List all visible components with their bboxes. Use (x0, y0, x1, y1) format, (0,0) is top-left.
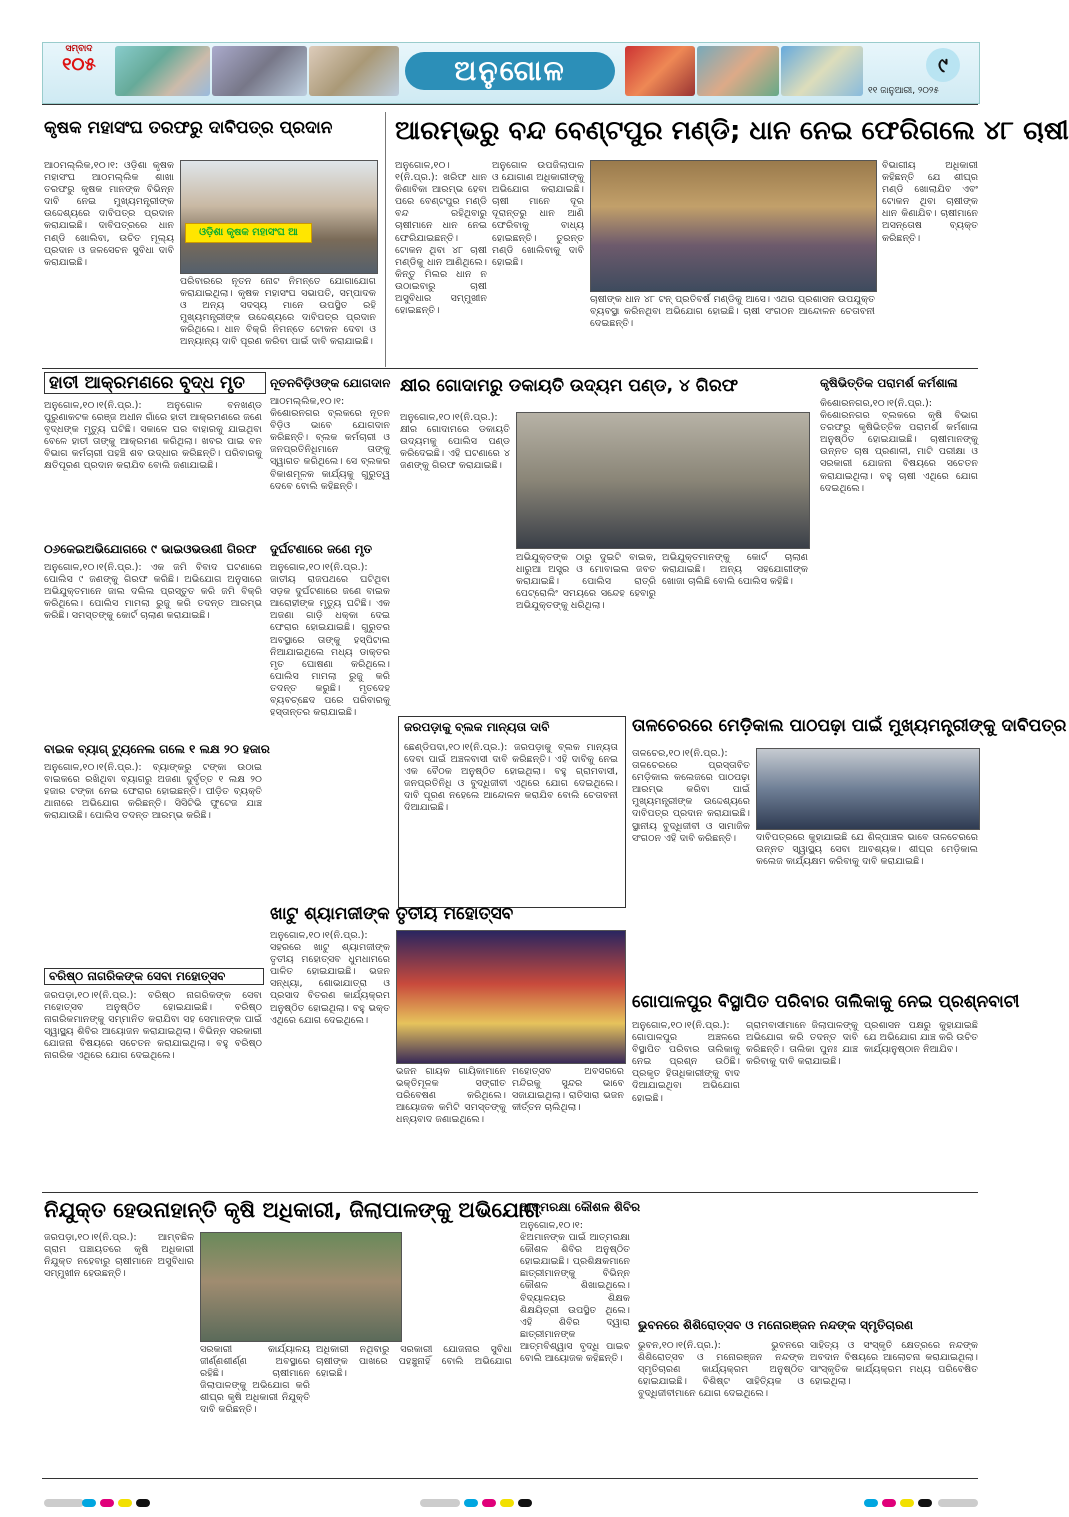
story15-body3: ଅଧିକାରୀ ନଥିବାରୁ ସରକାରୀ ଯୋଜନାର ସୁବିଧା ଚାଷୀଙ୍କ ପାଖରେ ପହଞ୍ଚୁନାହିଁ ବୋଲି ଅଭିଯୋଗ ହୋଇଛି। (316, 1344, 512, 1380)
story1-lead: ଆଠମଲ୍ଲିକ,୧୦।୧: ଓଡ଼ିଶା କୃଷକ ମହାସଂଘ ଆଠମଲ୍ଲିକ ଶାଖା ତରଫରୁ କୃଷକ ମାନଙ୍କ ବିଭିନ୍ନ ଦାବି ନେଇ ମୁଖ୍ୟମନ୍ତ୍ରୀଙ୍କ ଉଦ୍ଦେଶ୍ୟରେ ଦାବିପତ୍ର ପ୍ରଦାନ କରାଯାଇଛି। ଦାବିପତ୍ରରେ ଧାନ ମଣ୍ଡି ଖୋଲିବା, ଉଚିତ ମୂଲ୍ୟ ପ୍ରଦାନ ଓ ଜଳସେଚନ ସୁବିଧା ଦାବି କରାଯାଇଛି। (44, 160, 174, 268)
page-number: ୯ (926, 48, 960, 82)
masthead-photo-1 (115, 46, 210, 96)
story2-photo (590, 160, 877, 292)
story1-headline: କୃଷକ ମହାସଂଘ ତରଫରୁ ଦାବିପତ୍ର ପ୍ରଦାନ (44, 118, 333, 138)
story12-body3: ମହୋତ୍ସବ ଅବସରରେ ମନ୍ଦିରକୁ ସୁନ୍ଦର ଭାବେ ସଜାଯାଇଥିଲା। ରାତିସାରା ଭଜନ କୀର୍ତ୍ତନ ଚାଲିଥିଲା। (512, 1066, 624, 1114)
story16-headline: ଆତ୍ମରକ୍ଷା କୌଶଳ ଶିବିର (520, 1200, 641, 1214)
story2-body3: ଚାଷୀଙ୍କ ଧାନ ୪୮ ଟନ୍ ପ୍ରତିବର୍ଷ ମଣ୍ଡିକୁ ଆସେ। ଏଥର ପ୍ରଶାସନ ଉପଯୁକ୍ତ ବ୍ୟବସ୍ଥା କରିନଥିବା ଅଭିଯୋଗ ହୋଇଛି। ଚାଷୀ ସଂଗଠନ ଆନ୍ଦୋଳନ ଚେତାବନୀ ଦେଇଛନ୍ତି। (590, 294, 875, 330)
section-rule (42, 368, 978, 369)
story2-headline: ଆରମ୍ଭରୁ ବନ୍ଦ ବେଣ୍ଟପୁର ମଣ୍ଡି; ଧାନ ନେଇ ଫେରିଗଲେ ୪୮ ଚାଷୀ (395, 116, 1069, 146)
story13-headline: ବରିଷ୍ଠ ନାଗରିକଙ୍କ ସେବା ମହୋତ୍ସବ (44, 968, 264, 985)
story1-body: ପରିବାରରେ ନୂତନ ନୋଟ ନିମନ୍ତେ ଯୋଗାଯୋଗ କରାଯାଇଥିଲା। କୃଷକ ମହାସଂଘ ସଭାପତି, ସମ୍ପାଦକ ଓ ଅନ୍ୟ ସଦସ୍ୟ ମାନେ ଉପସ୍ଥିତ ରହି ମୁଖ୍ୟମନ୍ତ୍ରୀଙ୍କ ଉଦ୍ଦେଶ୍ୟରେ ଦାବିପତ୍ର ପ୍ରଦାନ କରିଥିଲେ। ଧାନ ବିକ୍ରି ନିମନ୍ତେ ଟୋକନ ଦେବା ଓ ଅନ୍ୟାନ୍ୟ ଦାବି ପୂରଣ କରିବା ପାଇଁ ଦାବି କରାଯାଇଛି। (180, 276, 376, 348)
logo-caption: ସମ୍ବାଦ (65, 44, 93, 54)
registration-bar-right (938, 1492, 978, 1511)
color-dots-left (80, 1492, 152, 1511)
issue-date: ୧୧ ଜାନୁଆରୀ, ୨୦୨୫ (868, 86, 940, 96)
story12-headline: ଖାଟୁ ଶ୍ୟାମଜୀଙ୍କ ତୃତୀୟ ମହୋତ୍ସବ (270, 904, 514, 924)
masthead-rule (42, 104, 978, 105)
section-title: ଅନୁଗୋଳ (405, 52, 615, 90)
story14-body1: ଅନୁଗୋଳ,୧୦।୧(ନି.ପ୍ର.): ଗୋପାଳପୁର ଅଞ୍ଚଳରେ ବିସ୍ଥାପିତ ପରିବାର ତାଲିକାକୁ ନେଇ ପ୍ରଶ୍ନ ଉଠିଛି। ପ୍ରକୃତ ହିତାଧିକାରୀଙ୍କୁ ବାଦ ଦିଆଯାଇଥିବା ଅଭିଯୋଗ ହୋଇଛି। (632, 1020, 740, 1104)
column-divider (385, 112, 386, 367)
story15-body1: ଜରପଡ଼ା,୧୦।୧(ନି.ପ୍ର.): ଆମ୍ବଛିଳ ଗ୍ରାମ ପଞ୍ଚାୟତରେ କୃଷି ଅଧିକାରୀ ନିଯୁକ୍ତ ନହେବାରୁ ଚାଷୀମାନେ ଅସୁବିଧାର ସମ୍ମୁଖୀନ ହେଉଛନ୍ତି। (44, 1232, 194, 1280)
registration-bar-center (420, 1492, 460, 1511)
story1-photo (180, 160, 378, 274)
story12-photo (396, 930, 626, 1064)
color-dots-center (462, 1492, 534, 1511)
story6-body: କିଶୋରନଗର,୧୦।୧(ନି.ପ୍ର.): କିଶୋରନଗର ବ୍ଲକରେ କୃଷି ବିଭାଗ ତରଫରୁ କୃଷିଭିତ୍ତିକ ପରାମର୍ଶ କର୍ମଶାଳା ଅନୁଷ୍ଠିତ ହୋଇଯାଇଛି। ଚାଷୀମାନଙ୍କୁ ଉନ୍ନତ ଚାଷ ପ୍ରଣାଳୀ, ମାଟି ପରୀକ୍ଷା ଓ ସରକାରୀ ଯୋଜନା ବିଷୟରେ ସଚେତନ କରାଯାଇଥିଲା। ବହୁ ଚାଷୀ ଏଥିରେ ଯୋଗ ଦେଇଥିଲେ। (820, 398, 978, 494)
story17-headline: ଭୁବନରେ ଶିଶିରୋତ୍ସବ ଓ ମନୋରଞ୍ଜନ ନନ୍ଦଙ୍କ ସ୍ମୃତିଚାରଣ (638, 1318, 914, 1332)
logo-number: ୧୦୫ (62, 54, 96, 75)
newspaper-logo (48, 44, 110, 98)
story8-headline: ଦୁର୍ଘଟଣାରେ ଜଣେ ମୃତ (270, 542, 373, 556)
section-rule-2 (42, 1192, 978, 1193)
story16-body: ଅନୁଗୋଳ,୧୦।୧: ଝିଅମାନଙ୍କ ପାଇଁ ଆତ୍ମରକ୍ଷା କୌଶଳ ଶିବିର ଅନୁଷ୍ଠିତ ହୋଇଯାଇଛି। ପ୍ରଶିକ୍ଷକମାନେ ଛାତ୍ରୀମାନଙ୍କୁ ବିଭିନ୍ନ କୌଶଳ ଶିଖାଇଥିଲେ। ବିଦ୍ୟାଳୟର ଶିକ୍ଷକ ଶିକ୍ଷୟିତ୍ରୀ ଉପସ୍ଥିତ ଥିଲେ। ଏହି ଶିବିର ଦ୍ୱାରା ଛାତ୍ରୀମାନଙ୍କ ଆତ୍ମବିଶ୍ୱାସ ବୃଦ୍ଧି ପାଇବ ବୋଲି ଆୟୋଜକ କହିଛନ୍ତି। (520, 1220, 630, 1365)
masthead-photo-2 (212, 46, 307, 96)
story13-body: ଜରପଡ଼ା,୧୦।୧(ନି.ପ୍ର.): ବରିଷ୍ଠ ନାଗରିକଙ୍କ ସେବା ମହୋତ୍ସବ ଅନୁଷ୍ଠିତ ହୋଇଯାଇଛି। ବରିଷ୍ଠ ନାଗରିକମାନଙ୍କୁ ସମ୍ମାନିତ କରାଯିବା ସହ ସେମାନଙ୍କ ପାଇଁ ସ୍ୱାସ୍ଥ୍ୟ ଶିବିର ଆୟୋଜନ କରାଯାଇଥିଲା। ବିଭିନ୍ନ ସରକାରୀ ଯୋଜନା ବିଷୟରେ ସଚେତନ କରାଯାଇଥିଲା। ବହୁ ବରିଷ୍ଠ ନାଗରିକ ଏଥିରେ ଯୋଗ ଦେଇଥିଲେ। (44, 990, 262, 1062)
story1-photo-banner: ଓଡ଼ିଶା କୃଷକ ମହାସଂଘ ଆ (185, 223, 312, 243)
story11-body2: ଦାବିପତ୍ରରେ କୁହାଯାଇଛି ଯେ ଶିଳ୍ପାଞ୍ଚଳ ଭାବେ ତାଳଚେରରେ ଉନ୍ନତ ସ୍ୱାସ୍ଥ୍ୟ ସେବା ଆବଶ୍ୟକ। ଶୀଘ୍ର ମେଡ଼ିକାଲ କଲେଜ କାର୍ଯ୍ୟକ୍ଷମ କରିବାକୁ ଦାବି କରାଯାଇଛି। (756, 832, 978, 868)
color-dots-right (862, 1492, 934, 1511)
story5-body1: ଅନୁଗୋଳ,୧୦।୧(ନି.ପ୍ର.): କ୍ଷୀର ଗୋଦାମରେ ଡକାୟତି ଉଦ୍ୟମକୁ ପୋଲିସ ପଣ୍ଡ କରିଦେଇଛି। ଏହି ଘଟଣାରେ ୪ ଜଣଙ୍କୁ ଗିରଫ କରାଯାଇଛି। (400, 412, 510, 472)
story15-photo (200, 1232, 402, 1342)
story3-headline: ହାତୀ ଆକ୍ରମଣରେ ବୃଦ୍ଧ ମୃତ (44, 372, 266, 394)
masthead-photo-6 (781, 46, 863, 96)
story14-headline: ଗୋପାଳପୁର ବିସ୍ଥାପିତ ପରିବାର ତାଲିକାକୁ ନେଇ ପ୍ରଶ୍ନବାଚୀ (632, 992, 1020, 1012)
story17-body2: ସାହିତ୍ୟ ଓ ସଂସ୍କୃତି କ୍ଷେତ୍ରରେ ନନ୍ଦଙ୍କ ଅବଦାନ ବିଷୟରେ ଆଲୋଚନା କରାଯାଇଥିଲା। ସାଂସ୍କୃତିକ କାର୍ଯ୍ୟକ୍ରମ ମଧ୍ୟ ପରିବେଷିତ ହୋଇଥିଲା। (810, 1340, 978, 1388)
story11-photo (756, 748, 980, 830)
story6-headline: କୃଷିଭିତ୍ତିକ ପରାମର୍ଶ କର୍ମଶାଳା (820, 376, 958, 390)
registration-bar-left (44, 1492, 84, 1511)
story7-headline: ୦୬କେଇଅଭିଯୋଗରେ ୯ ଭାଇଓଭଉଣୀ ଗିରଫ (44, 542, 257, 556)
story15-body2: ସରକାରୀ କାର୍ଯ୍ୟାଳୟ ଜୀର୍ଣ୍ଣଶୀର୍ଣ୍ଣ ଅବସ୍ଥାରେ ରହିଛି। ଚାଷୀମାନେ ଜିଲାପାଳଙ୍କୁ ଅଭିଯୋଗ କରି ଶୀଘ୍ର କୃଷି ଅଧିକାରୀ ନିଯୁକ୍ତି ଦାବି କରିଛନ୍ତି। (200, 1344, 310, 1416)
story8-body: ଅନୁଗୋଳ,୧୦।୧(ନି.ପ୍ର.): ଜାତୀୟ ରାଜପଥରେ ଘଟିଥିବା ସଡ଼କ ଦୁର୍ଘଟଣାରେ ଜଣେ ବାଇକ ଆରୋହୀଙ୍କ ମୃତ୍ୟୁ ଘଟିଛି। ଏକ ଅଜଣା ଗାଡ଼ି ଧକ୍କା ଦେଇ ଫେରାର ହୋଇଯାଇଛି। ଗୁରୁତର ଅବସ୍ଥାରେ ତାଙ୍କୁ ହସ୍ପିଟାଲ ନିଆଯାଇଥିଲେ ମଧ୍ୟ ଡାକ୍ତର ମୃତ ଘୋଷଣା କରିଥିଲେ। ପୋଲିସ ମାମଲା ରୁଜୁ କରି ତଦନ୍ତ କରୁଛି। ମୃତଦେହ ବ୍ୟବଚ୍ଛେଦ ପରେ ପରିବାରକୁ ହସ୍ତାନ୍ତର କରାଯାଇଛି। (270, 562, 390, 719)
story2-body2: ଅନୁଗୋଳ ଉପଜିଲାପାଳ ଓ ଯୋଗାଣ ଅଧିକାରୀଙ୍କୁ ଅଭିଯୋଗ କରାଯାଇଛି। ଚାଷୀ ମାନେ ଦୂର ଦୂରାନ୍ତରୁ ଧାନ ଆଣି ଫେରିବାକୁ ବାଧ୍ୟ ହୋଇଛନ୍ତି। ତୁରନ୍ତ ମଣ୍ଡି ଖୋଲିବାକୁ ଦାବି ହୋଇଛି। (492, 160, 585, 268)
story4-headline: ନୂତନବିଡ଼ିଓଙ୍କ ଯୋଗଦାନ (270, 376, 391, 390)
story5-body3: ଅଭିଯୁକ୍ତମାନଙ୍କୁ କୋର୍ଟ ଚାଲାଣ କରାଯାଇଛି। ଅନ୍ୟ ସହଯୋଗୀଙ୍କ ଖୋଜା ଚାଲିଛି ବୋଲି ପୋଲିସ କହିଛି। (662, 552, 808, 588)
story4-body: ଆଠମଲ୍ଲିକ,୧୦।୧: କିଶୋରନଗର ବ୍ଲକରେ ନୂତନ ବିଡ଼ିଓ ଭାବେ ଯୋଗଦାନ କରିଛନ୍ତି। ବ୍ଲକ କର୍ମଚାରୀ ଓ ଜନପ୍ରତିନିଧିମାନେ ତାଙ୍କୁ ସ୍ୱାଗତ କରିଥିଲେ। ସେ ବ୍ଲକର ବିକାଶମୂଳକ କାର୍ଯ୍ୟକୁ ଗୁରୁତ୍ୱ ଦେବେ ବୋଲି କହିଛନ୍ତି। (270, 396, 390, 492)
story3-body: ଅନୁଗୋଳ,୧୦।୧(ନି.ପ୍ର.): ଅନୁଗୋଳ ବନଖଣ୍ଡ ପୁରୁଣାକଟକ ରେଞ୍ଜ ଅଧୀନ ଗାଁରେ ହାତୀ ଆକ୍ରମଣରେ ଜଣେ ବୃଦ୍ଧଙ୍କ ମୃତ୍ୟୁ ଘଟିଛି। ସକାଳେ ଘର ବାହାରକୁ ଯାଇଥିବା ବେଳେ ହାତୀ ତାଙ୍କୁ ଆକ୍ରମଣ କରିଥିଲା। ଖବର ପାଇ ବନ ବିଭାଗ କର୍ମଚାରୀ ପହଞ୍ଚି ଶବ ଉଦ୍ଧାର କରିଛନ୍ତି। ପରିବାରକୁ କ୍ଷତିପୂରଣ ପ୍ରଦାନ କରାଯିବ ବୋଲି ଜଣାଯାଇଛି। (44, 400, 262, 472)
story14-body2: ଗ୍ରାମବାସୀମାନେ ଜିଲାପାଳଙ୍କୁ ଅଭିଯୋଗ କରି ତଦନ୍ତ ଦାବି କରିଛନ୍ତି। ତାଲିକା ପୁନଃ ଯାଞ୍ଚ କରିବାକୁ ଦାବି କରାଯାଇଛି। (746, 1020, 858, 1068)
story15-headline: ନିଯୁକ୍ତ ହେଉନାହାନ୍ତି କୃଷି ଅଧିକାରୀ, ଜିଲାପାଳଙ୍କୁ ଅଭିଯୋଗ (44, 1198, 540, 1222)
story2-body1: ଅନୁଗୋଳ,୧୦।୧(ନି.ପ୍ର.): ଖରିଫ ଧାନ କିଣାବିକା ଆରମ୍ଭ ହେବା ପରେ ବେଣ୍ଟପୁର ମଣ୍ଡି ବନ୍ଦ ରହିଥିବାରୁ ଚାଷୀମାନେ ଧାନ ନେଇ ଫେରିଯାଇଛନ୍ତି। ଟୋକନ ଥିବା ୪୮ ଚାଷୀ ମଣ୍ଡିକୁ ଧାନ ଆଣିଥିଲେ। କିନ୍ତୁ ମିଲର ଧାନ ନ ଉଠାଇବାରୁ ଚାଷୀ ଅସୁବିଧାର ସମ୍ମୁଖୀନ ହୋଇଛନ୍ତି। (395, 160, 487, 317)
story7-body: ଅନୁଗୋଳ,୧୦।୧(ନି.ପ୍ର.): ଏକ ଜମି ବିବାଦ ଘଟଣାରେ ପୋଲିସ ୯ ଜଣଙ୍କୁ ଗିରଫ କରିଛି। ଅଭିଯୋଗ ଅନୁସାରେ ଅଭିଯୁକ୍ତମାନେ ଜାଲ ଦଲିଲ ପ୍ରସ୍ତୁତ କରି ଜମି ବିକ୍ରି କରିଥିଲେ। ପୋଲିସ ମାମଲା ରୁଜୁ କରି ତଦନ୍ତ ଆରମ୍ଭ କରିଛି। ସମସ୍ତଙ୍କୁ କୋର୍ଟ ଚାଲାଣ କରାଯାଇଛି। (44, 562, 262, 622)
story10-body: ଛେଣ୍ଡିପଦା,୧୦।୧(ନି.ପ୍ର.): ଜରପଡ଼ାକୁ ବ୍ଲକ ମାନ୍ୟତା ଦେବା ପାଇଁ ଅଞ୍ଚଳବାସୀ ଦାବି କରିଛନ୍ତି। ଏହି ଦାବିକୁ ନେଇ ଏକ ବୈଠକ ଅନୁଷ୍ଠିତ ହୋଇଥିଲା। ବହୁ ଗ୍ରାମବାସୀ, ଜନପ୍ରତିନିଧି ଓ ବୁଦ୍ଧିଜୀବୀ ଏଥିରେ ଯୋଗ ଦେଇଥିଲେ। ଦାବି ପୂରଣ ନହେଲେ ଆନ୍ଦୋଳନ କରାଯିବ ବୋଲି ଚେତାବନୀ ଦିଆଯାଇଛି। (404, 742, 618, 814)
story5-photo (516, 412, 810, 549)
story12-body2: ଭଜନ ଗାୟକ ଗାୟିକାମାନେ ଭକ୍ତିମୂଳକ ସଙ୍ଗୀତ ପରିବେଷଣ କରିଥିଲେ। ଆୟୋଜକ କମିଟି ସମସ୍ତଙ୍କୁ ଧନ୍ୟବାଦ ଜଣାଇଥିଲେ। (396, 1066, 506, 1126)
story5-body2: ଅଭିଯୁକ୍ତଙ୍କ ଠାରୁ ଦୁଇଟି ବାଇକ, ଧାରୁଆ ଅସ୍ତ୍ର ଓ ମୋବାଇଲ ଜବତ କରାଯାଇଛି। ପୋଲିସ ରାତ୍ରି ପେଟ୍ରୋଲିଂ ସମୟରେ ସନ୍ଦେହ ହେବାରୁ ଅଭିଯୁକ୍ତଙ୍କୁ ଧରିଥିଲା। (516, 552, 656, 612)
masthead-photo-5 (697, 46, 779, 96)
masthead-photo-4 (625, 46, 695, 96)
footer-rule (42, 1478, 978, 1479)
story11-headline: ତାଳଚେରରେ ମେଡ଼ିକାଲ ପାଠପଢ଼ା ପାଇଁ ମୁଖ୍ୟମନ୍ତ୍ରୀଙ୍କୁ ଦାବିପତ୍ର (632, 716, 1067, 736)
story2-body4: ବିଭାଗୀୟ ଅଧିକାରୀ କହିଛନ୍ତି ଯେ ଶୀଘ୍ର ମଣ୍ଡି ଖୋଲାଯିବ ଏବଂ ଟୋକନ ଥିବା ଚାଷୀଙ୍କ ଧାନ କିଣାଯିବ। ଚାଷୀମାନେ ଅସନ୍ତୋଷ ବ୍ୟକ୍ତ କରିଛନ୍ତି। (882, 160, 978, 244)
story12-body: ଅନୁଗୋଳ,୧୦।୧(ନି.ପ୍ର.): ସହରରେ ଖାଟୁ ଶ୍ୟାମଜୀଙ୍କ ତୃତୀୟ ମହୋତ୍ସବ ଧୁମଧାମରେ ପାଳିତ ହୋଇଯାଇଛି। ଭଜନ ସନ୍ଧ୍ୟା, ଶୋଭାଯାତ୍ରା ଓ ପ୍ରସାଦ ବିତରଣ କାର୍ଯ୍ୟକ୍ରମ ଅନୁଷ୍ଠିତ ହୋଇଥିଲା। ବହୁ ଭକ୍ତ ଏଥିରେ ଯୋଗ ଦେଇଥିଲେ। (270, 930, 390, 1026)
story10-headline: ଜରପଡ଼ାକୁ ବ୍ଲକ ମାନ୍ୟତା ଦାବି (404, 720, 550, 734)
story17-body1: ଭୁବନ,୧୦।୧(ନି.ପ୍ର.): ଭୁବନରେ ଶିଶିରୋତ୍ସବ ଓ ମନୋରଞ୍ଜନ ନନ୍ଦଙ୍କ ସ୍ମୃତିଚାରଣ କାର୍ଯ୍ୟକ୍ରମ ଅନୁଷ୍ଠିତ ହୋଇଯାଇଛି। ବିଶିଷ୍ଟ ସାହିତ୍ୟିକ ଓ ବୁଦ୍ଧିଜୀବୀମାନେ ଯୋଗ ଦେଇଥିଲେ। (638, 1340, 804, 1400)
story11-body: ତାଳଚେର,୧୦।୧(ନି.ପ୍ର.): ତାଳଚେରରେ ପ୍ରସ୍ତାବିତ ମେଡ଼ିକାଲ କଲେଜରେ ପାଠପଢ଼ା ଆରମ୍ଭ କରିବା ପାଇଁ ମୁଖ୍ୟମନ୍ତ୍ରୀଙ୍କ ଉଦ୍ଦେଶ୍ୟରେ ଦାବିପତ୍ର ପ୍ରଦାନ କରାଯାଇଛି। ସ୍ଥାନୀୟ ବୁଦ୍ଧିଜୀବୀ ଓ ସାମାଜିକ ସଂଗଠନ ଏହି ଦାବି କରିଛନ୍ତି। (632, 748, 750, 844)
masthead-photo-3 (309, 46, 399, 96)
story14-body3: ପ୍ରଶାସନ ପକ୍ଷରୁ କୁହାଯାଇଛି ଯେ ଅଭିଯୋଗ ଯାଞ୍ଚ କରି ଉଚିତ କାର୍ଯ୍ୟାନୁଷ୍ଠାନ ନିଆଯିବ। (864, 1020, 978, 1056)
story9-body: ଅନୁଗୋଳ,୧୦।୧(ନି.ପ୍ର.): ବ୍ୟାଙ୍କରୁ ଟଙ୍କା ଉଠାଇ ବାଇକରେ ରଖିଥିବା ବ୍ୟାଗରୁ ଅଜଣା ଦୁର୍ବୃତ୍ତ ୧ ଲକ୍ଷ ୨୦ ହଜାର ଟଙ୍କା ନେଇ ଫେରାର ହୋଇଛନ୍ତି। ପୀଡ଼ିତ ବ୍ୟକ୍ତି ଥାନାରେ ଅଭିଯୋଗ କରିଛନ୍ତି। ସିସିଟିଭି ଫୁଟେଜ ଯାଞ୍ଚ କରାଯାଉଛି। ପୋଲିସ ତଦନ୍ତ ଆରମ୍ଭ କରିଛି। (44, 762, 262, 822)
story9-headline: ବାଇକ ବ୍ୟାଗ୍ ଟ୍ୟୁନେଲ ଗଲେ ୧ ଲକ୍ଷ ୨୦ ହଜାର (44, 742, 270, 756)
story5-headline: କ୍ଷୀର ଗୋଦାମରୁ ଡକାୟତି ଉଦ୍ୟମ ପଣ୍ଡ, ୪ ଗିରଫ (400, 376, 739, 396)
